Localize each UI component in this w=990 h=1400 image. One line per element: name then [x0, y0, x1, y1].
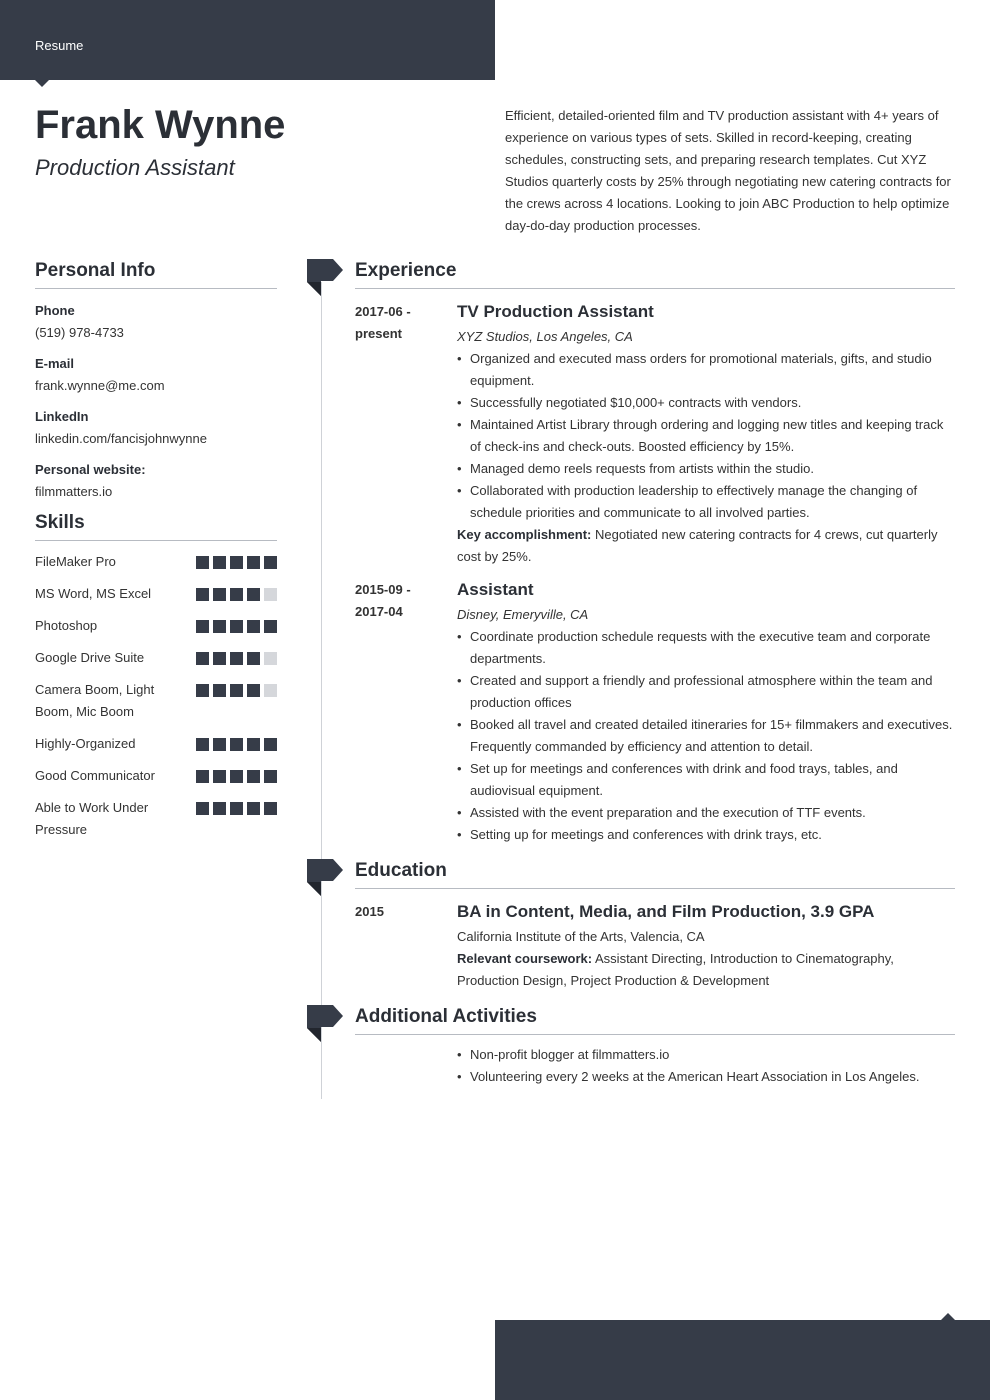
skill-dot-filled — [230, 770, 243, 783]
header-band-notch — [35, 80, 49, 87]
skill-name: Good Communicator — [35, 768, 155, 783]
personal-info-section — [35, 260, 277, 501]
skill-dot-filled — [264, 556, 277, 569]
skill-level-meter — [196, 765, 277, 783]
job-title: TV Production Assistant — [457, 302, 654, 321]
skill-row — [35, 797, 277, 841]
skills-heading: Skills — [35, 512, 277, 541]
skill-dot-filled — [247, 684, 260, 697]
header-band — [0, 0, 495, 80]
info-value: frank.wynne@me.com — [35, 378, 165, 393]
job-body — [457, 301, 955, 568]
skill-dot-filled — [247, 738, 260, 751]
education-flag-icon — [307, 859, 343, 896]
info-field-phone — [35, 302, 277, 342]
job-bullet: • Set up for meetings and conferences with drink and food trays, tables, and audiovisual equipment. — [457, 758, 955, 802]
skill-dot-filled — [264, 802, 277, 815]
experience-heading-wrap — [355, 260, 955, 289]
activities-heading-wrap — [355, 1006, 955, 1035]
skill-row — [35, 647, 277, 669]
footer-band-notch — [941, 1313, 955, 1320]
skill-dot-filled — [213, 684, 226, 697]
job-bullet: • Collaborated with production leadership to effectively manage the changing of schedule priorities and communicate to all involved parties. — [457, 480, 955, 524]
skill-dot-filled — [213, 738, 226, 751]
skill-level-meter — [196, 583, 277, 601]
job-body — [457, 579, 955, 846]
job-bullet: • Managed demo reels requests from artists within the studio. — [457, 458, 955, 480]
skill-dot-filled — [264, 620, 277, 633]
skill-name: Camera Boom, Light Boom, Mic Boom — [35, 682, 155, 719]
job-date — [355, 301, 445, 345]
skill-level-meter — [196, 679, 277, 697]
key-accomplishment-text: Negotiated new catering contracts for 4 crews, cut quarterly cost by 25%. — [457, 527, 938, 564]
skill-row — [35, 615, 277, 637]
education-body — [457, 901, 955, 992]
activity-item: • Non-profit blogger at filmmatters.io — [457, 1044, 955, 1066]
info-label: Phone — [35, 303, 75, 318]
personal-info-heading: Personal Info — [35, 260, 277, 289]
skill-dot-filled — [196, 588, 209, 601]
skill-row — [35, 733, 277, 755]
skill-name: Highly-Organized — [35, 736, 136, 751]
education-date: 2015 — [355, 904, 384, 919]
education-heading-wrap — [355, 860, 955, 889]
skill-dot-filled — [264, 738, 277, 751]
job-bullets — [457, 348, 955, 524]
footer-band — [495, 1320, 990, 1400]
job-bullet: • Coordinate production schedule requests with the executive team and corporate departments. — [457, 626, 955, 670]
candidate-title: Production Assistant — [35, 155, 235, 180]
info-label: LinkedIn — [35, 409, 89, 424]
info-field-linkedin — [35, 408, 277, 448]
job-bullet: • Created and support a friendly and professional atmosphere within the team and production offices — [457, 670, 955, 714]
activities-flag-icon — [307, 1005, 343, 1042]
job-bullet: • Organized and executed mass orders for promotional materials, gifts, and studio equipment. — [457, 348, 955, 392]
skill-dot-filled — [213, 588, 226, 601]
skill-name: MS Word, MS Excel — [35, 586, 152, 601]
candidate-name: Frank Wynne — [35, 103, 286, 147]
skills-section — [35, 512, 277, 841]
skill-dot-filled — [196, 556, 209, 569]
job-bullet: • Maintained Artist Library through ordering and logging new titles and keeping track of check-ins and check-outs. Boosted efficiency by 15%. — [457, 414, 955, 458]
timeline-line — [321, 282, 322, 1099]
skill-dot-filled — [213, 652, 226, 665]
coursework-label: Relevant coursework: — [457, 951, 593, 966]
info-label: Personal website: — [35, 462, 146, 477]
job-date-start: 2015-09 - — [355, 582, 411, 597]
skill-dot-filled — [230, 556, 243, 569]
skill-dot-filled — [247, 620, 260, 633]
info-label: E-mail — [35, 356, 75, 371]
education-school: California Institute of the Arts, Valencia, CA — [457, 929, 705, 944]
experience-heading: Experience — [355, 260, 955, 289]
education-heading: Education — [355, 860, 955, 889]
skill-row — [35, 583, 277, 605]
skill-dot-filled — [230, 588, 243, 601]
skill-level-meter — [196, 615, 277, 633]
activities-body — [457, 1044, 955, 1088]
skill-dot-empty — [264, 652, 277, 665]
experience-flag-icon — [307, 259, 343, 296]
job-bullet: • Successfully negotiated $10,000+ contracts with vendors. — [457, 392, 955, 414]
job-company: XYZ Studios, Los Angeles, CA — [457, 329, 633, 344]
skill-name: FileMaker Pro — [35, 554, 116, 569]
skill-name: Photoshop — [35, 618, 98, 633]
header-band-label: Resume — [35, 38, 84, 53]
skill-dot-filled — [196, 802, 209, 815]
skill-dot-filled — [247, 770, 260, 783]
skill-row — [35, 765, 277, 787]
job-date-end: present — [355, 326, 402, 341]
profile-summary: Efficient, detailed-oriented film and TV production assistant with 4+ years of experience on various types of sets. Skilled in record-keeping, creating schedules, constructing sets, and preparing research templates. Cut XYZ Studios quarterly costs by 25% through negotiating new catering contracts for the crews across 4 locations. Looking to join ABC Production to help optimize day-do-day production processes. — [505, 108, 951, 233]
job-company: Disney, Emeryville, CA — [457, 607, 589, 622]
skill-dot-empty — [264, 588, 277, 601]
skill-dot-filled — [196, 738, 209, 751]
activity-item: • Volunteering every 2 weeks at the American Heart Association in Los Angeles. — [457, 1066, 955, 1088]
skill-level-meter — [196, 733, 277, 751]
skill-dot-filled — [247, 556, 260, 569]
skill-dot-filled — [230, 620, 243, 633]
skill-dot-filled — [213, 620, 226, 633]
skill-dot-filled — [230, 684, 243, 697]
info-value: (519) 978-4733 — [35, 325, 124, 340]
skill-name: Able to Work Under Pressure — [35, 800, 149, 837]
skill-dot-filled — [264, 770, 277, 783]
job-bullets — [457, 626, 955, 846]
info-value: linkedin.com/fancisjohnwynne — [35, 431, 207, 446]
coursework-text: Assistant Directing, Introduction to Cinematography, Production Design, Project Production & Development — [457, 951, 894, 988]
skill-dot-filled — [213, 556, 226, 569]
activities-heading: Additional Activities — [355, 1006, 955, 1035]
skill-level-meter — [196, 551, 277, 569]
job-date-start: 2017-06 - — [355, 304, 411, 319]
job-bullet: • Setting up for meetings and conferences with drink trays, etc. — [457, 824, 955, 846]
skill-level-meter — [196, 647, 277, 665]
skill-dot-filled — [230, 652, 243, 665]
job-bullet: • Booked all travel and created detailed itineraries for 15+ filmmakers and executives. Frequently commanded by efficiency and attention to detail. — [457, 714, 955, 758]
education-degree: BA in Content, Media, and Film Production, 3.9 GPA — [457, 902, 875, 921]
skill-dot-filled — [196, 620, 209, 633]
skill-dot-filled — [247, 652, 260, 665]
skill-dot-filled — [213, 802, 226, 815]
skill-name: Google Drive Suite — [35, 650, 145, 665]
info-value: filmmatters.io — [35, 484, 113, 499]
skill-dot-empty — [264, 684, 277, 697]
info-field-website — [35, 461, 277, 501]
info-field-email — [35, 355, 277, 395]
job-date-end: 2017-04 — [355, 604, 403, 619]
job-bullet: • Assisted with the event preparation and the execution of TTF events. — [457, 802, 955, 824]
activities-bullets — [457, 1044, 955, 1088]
skill-dot-filled — [196, 770, 209, 783]
key-accomplishment-label: Key accomplishment: — [457, 527, 592, 542]
skill-dot-filled — [230, 738, 243, 751]
skill-dot-filled — [230, 802, 243, 815]
education-coursework — [457, 948, 955, 992]
skill-level-meter — [196, 797, 277, 815]
skills-list — [35, 551, 277, 841]
skill-dot-filled — [213, 770, 226, 783]
job-date — [355, 579, 445, 623]
skill-row — [35, 679, 277, 723]
skill-row — [35, 551, 277, 573]
key-accomplishment — [457, 524, 955, 568]
job-title: Assistant — [457, 580, 534, 599]
skill-dot-filled — [196, 684, 209, 697]
skill-dot-filled — [247, 802, 260, 815]
skill-dot-filled — [247, 588, 260, 601]
skill-dot-filled — [196, 652, 209, 665]
